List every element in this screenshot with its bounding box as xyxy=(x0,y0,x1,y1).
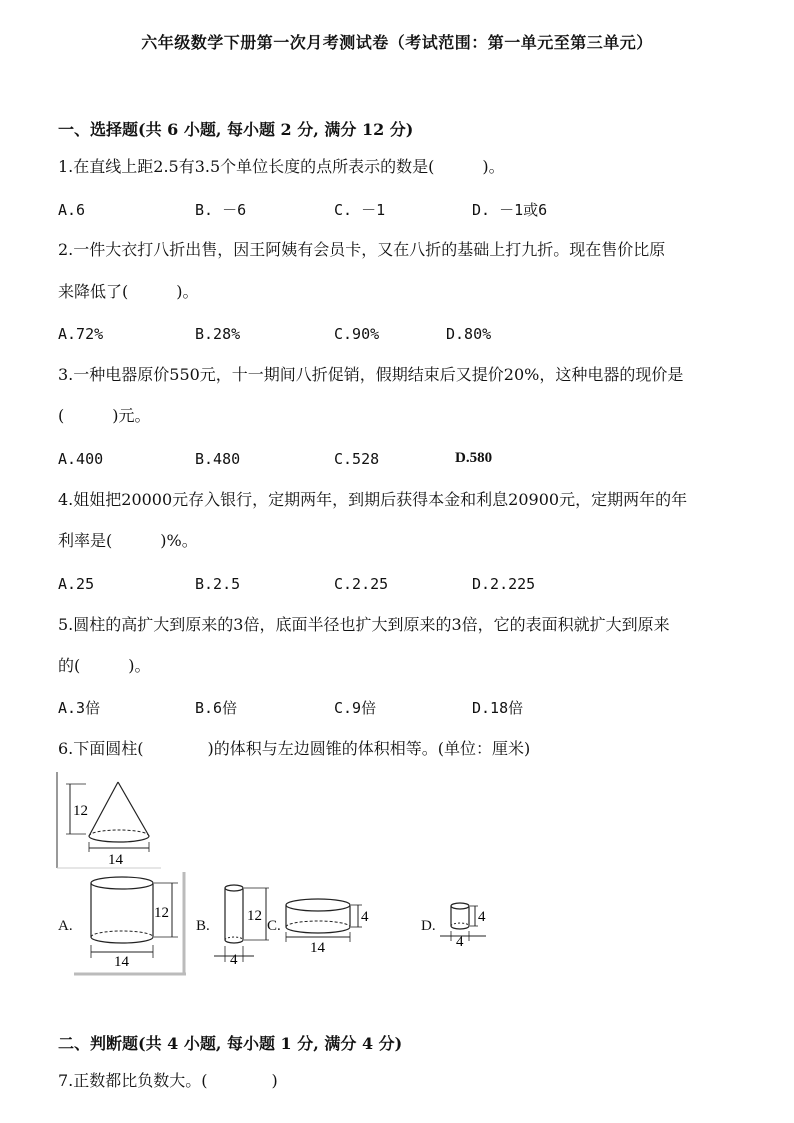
question-4-stem-line1: 4.姐姐把20000元存入银行，定期两年，到期后获得本金和利息20900元，定期两年的年 xyxy=(58,490,688,509)
question-2-stem-line2: 来降低了( )。 xyxy=(58,282,199,301)
cylinder-d-diameter-label: 4 xyxy=(456,934,464,948)
question-4-option-a: A.25 xyxy=(58,575,95,593)
cone-diameter-label: 14 xyxy=(108,852,123,868)
question-4-option-c: C.2.25 xyxy=(334,575,389,593)
question-5-stem-line2: 的( )。 xyxy=(58,656,151,675)
question-2-stem-line1: 2.一件大衣打八折出售，因王阿姨有会员卡，又在八折的基础上打九折。现在售价比原 xyxy=(58,240,666,259)
question-3-stem-line1: 3.一种电器原价550元，十一期间八折促销，假期结束后又提价20%，这种电器的现价是 xyxy=(58,365,684,384)
question-3-option-c: C.528 xyxy=(334,450,380,468)
question-6-stem: 6.下面圆柱( )的体积与左边圆锥的体积相等。(单位：厘米) xyxy=(58,739,531,758)
question-5-stem-line1: 5.圆柱的高扩大到原来的3倍，底面半径也扩大到原来的3倍，它的表面积就扩大到原来 xyxy=(58,615,670,634)
question-2-option-b: B.28% xyxy=(195,325,241,343)
cylinder-d-height-label: 4 xyxy=(478,909,486,925)
page-title: 六年级数学下册第一次月考测试卷（考试范围：第一单元至第三单元） xyxy=(141,33,653,52)
question-2-option-c: C.90% xyxy=(334,325,380,343)
cylinder-c-diameter-label: 14 xyxy=(310,940,325,956)
cylinder-d-figure xyxy=(440,900,492,948)
question-1-option-d: D. －1或6 xyxy=(472,201,548,219)
question-5-option-b: B.6倍 xyxy=(195,699,238,717)
question-4-option-b: B.2.5 xyxy=(195,575,241,593)
question-7-stem: 7.正数都比负数大。( ) xyxy=(58,1071,278,1090)
cone-height-label: 12 xyxy=(73,803,88,819)
question-2-option-a: A.72% xyxy=(58,325,104,343)
question-4-stem-line2: 利率是( )%。 xyxy=(58,531,198,550)
question-5-option-d: D.18倍 xyxy=(472,699,524,717)
question-2-option-d: D.80% xyxy=(446,325,492,343)
cylinder-a-height-label: 12 xyxy=(154,905,169,921)
cylinder-c-label: C. xyxy=(267,918,281,934)
section-heading-judgement: 二、判断题(共 4 小题, 每小题 1 分, 满分 4 分) xyxy=(58,1034,403,1053)
cylinder-c-figure xyxy=(282,892,374,958)
question-3-option-b: B.480 xyxy=(195,450,241,468)
question-1-stem: 1.在直线上距2.5有3.5个单位长度的点所表示的数是( )。 xyxy=(58,157,505,176)
cylinder-a-label: A. xyxy=(58,918,73,934)
question-4-option-d: D.2.225 xyxy=(472,575,536,593)
section-heading-choice: 一、选择题(共 6 小题, 每小题 2 分, 满分 12 分) xyxy=(58,120,414,139)
cylinder-a-diameter-label: 14 xyxy=(114,954,129,970)
question-3-stem-line2: ( )元。 xyxy=(58,406,151,425)
question-1-option-a: A.6 xyxy=(58,201,86,219)
cylinder-b-figure xyxy=(212,882,270,966)
question-3-option-a: A.400 xyxy=(58,450,104,468)
cone-figure xyxy=(56,772,166,872)
question-1-option-b: B. －6 xyxy=(195,201,247,219)
cylinder-c-height-label: 4 xyxy=(361,909,369,925)
cylinder-b-height-label: 12 xyxy=(247,908,262,924)
cylinder-b-label: B. xyxy=(196,918,210,934)
question-5-option-a: A.3倍 xyxy=(58,699,101,717)
question-3-option-d: D.580 xyxy=(455,450,493,466)
cylinder-b-diameter-label: 4 xyxy=(230,952,238,966)
question-1-option-c: C. －1 xyxy=(334,201,386,219)
cylinder-d-label: D. xyxy=(421,918,436,934)
cylinder-a-figure xyxy=(74,872,186,976)
question-5-option-c: C.9倍 xyxy=(334,699,377,717)
